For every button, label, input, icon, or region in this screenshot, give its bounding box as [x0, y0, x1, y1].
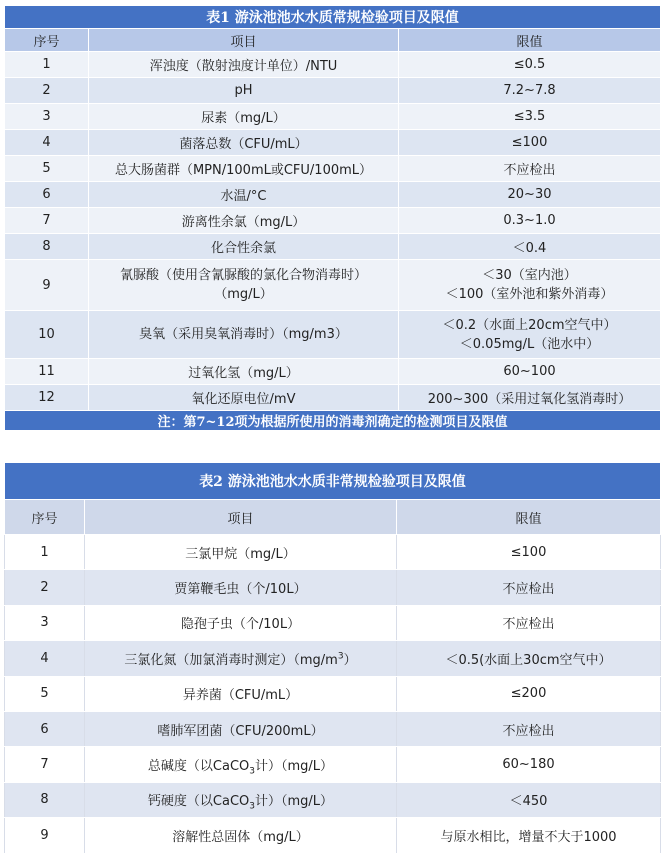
superscript: 3 — [337, 651, 344, 662]
row-number: 3 — [5, 104, 89, 130]
table-row — [5, 605, 661, 640]
row-limit-line2: ＜0.05mg/L（池水中） — [459, 336, 600, 352]
row-number: 9 — [5, 818, 85, 853]
table1-header-limit: 限值 — [399, 29, 661, 52]
row-number: 11 — [5, 359, 89, 385]
water-quality-routine-table — [4, 5, 661, 431]
table-row — [5, 641, 661, 676]
water-quality-nonroutine-table — [4, 462, 661, 854]
row-item: 异养菌（CFU/mL） — [85, 676, 397, 711]
table2-header-limit: 限值 — [397, 500, 661, 535]
row-number: 6 — [5, 711, 85, 746]
row-item: 三氯甲烷（mg/L） — [85, 535, 397, 570]
row-number: 8 — [5, 234, 89, 260]
subscript: 3 — [249, 766, 256, 777]
table-row — [5, 818, 661, 853]
row-item — [85, 641, 397, 676]
row-number: 5 — [5, 156, 89, 182]
row-limit: ≤100 — [397, 535, 661, 570]
table-row — [5, 260, 661, 311]
row-item: 总大肠菌群（MPN/100mL或CFU/100mL） — [89, 156, 399, 182]
row-number: 1 — [5, 52, 89, 78]
row-item-tail: 计）（mg/L） — [255, 759, 334, 775]
row-limit: ≤3.5 — [399, 104, 661, 130]
row-item-text: 总碱度（以CaCO — [147, 759, 250, 775]
row-item-tail: ） — [343, 652, 357, 668]
row-item: 嗜肺军团菌（CFU/200mL） — [85, 711, 397, 746]
row-number: 12 — [5, 385, 89, 411]
table-row — [5, 156, 661, 182]
row-number: 10 — [5, 311, 89, 359]
row-item — [85, 782, 397, 817]
row-limit: 200~300（采用过氧化氢消毒时） — [399, 385, 661, 411]
table-row — [5, 234, 661, 260]
row-number: 6 — [5, 182, 89, 208]
table-row — [5, 311, 661, 359]
row-item: 贾第鞭毛虫（个/10L） — [85, 570, 397, 605]
row-item: 水温/°C — [89, 182, 399, 208]
row-number: 9 — [5, 260, 89, 311]
table1-note: 注：第7~12项为根据所使用的消毒剂确定的检测项目及限值 — [5, 411, 661, 431]
table-row — [5, 385, 661, 411]
table-row — [5, 676, 661, 711]
row-number: 7 — [5, 208, 89, 234]
row-number: 3 — [5, 605, 85, 640]
row-limit-line1: ＜0.2（水面上20cm空气中） — [442, 317, 617, 333]
row-item: 尿素（mg/L） — [89, 104, 399, 130]
row-number: 5 — [5, 676, 85, 711]
table-row — [5, 104, 661, 130]
row-limit: 20~30 — [399, 182, 661, 208]
row-item: 氧化还原电位/mV — [89, 385, 399, 411]
table1-header-item: 项目 — [89, 29, 399, 52]
row-item-tail: 计）（mg/L） — [255, 794, 334, 810]
row-limit-line1: ＜30（室内池） — [482, 268, 577, 283]
table-row — [5, 711, 661, 746]
row-item: 浑浊度（散射浊度计单位）/NTU — [89, 52, 399, 78]
row-number: 4 — [5, 130, 89, 156]
row-item-line1: 氰脲酸（使用含氰脲酸的氯化合物消毒时） — [119, 268, 367, 283]
row-item — [85, 747, 397, 782]
row-limit — [399, 260, 661, 311]
row-limit-line2: ＜100（室外池和紫外消毒） — [445, 287, 614, 302]
row-limit: ≤200 — [397, 676, 661, 711]
row-item: 溶解性总固体（mg/L） — [85, 818, 397, 853]
table-row — [5, 782, 661, 817]
row-limit: 不应检出 — [397, 711, 661, 746]
row-item: pH — [89, 78, 399, 104]
table-row — [5, 359, 661, 385]
table-row — [5, 130, 661, 156]
row-number: 2 — [5, 570, 85, 605]
row-item: 隐孢子虫（个/10L） — [85, 605, 397, 640]
table2-header-no: 序号 — [5, 500, 85, 535]
row-item: 化合性余氯 — [89, 234, 399, 260]
row-item: 游离性余氯（mg/L） — [89, 208, 399, 234]
table-row — [5, 570, 661, 605]
row-item: 菌落总数（CFU/mL） — [89, 130, 399, 156]
subscript: 3 — [249, 802, 256, 813]
row-item: 臭氧（采用臭氧消毒时）（mg/m3） — [89, 311, 399, 359]
row-item-text: 钙硬度（以CaCO — [147, 794, 250, 810]
table-row — [5, 182, 661, 208]
table-row — [5, 208, 661, 234]
row-limit: 60~180 — [397, 747, 661, 782]
row-limit: 7.2~7.8 — [399, 78, 661, 104]
row-limit: 不应检出 — [397, 605, 661, 640]
row-limit: 不应检出 — [397, 570, 661, 605]
row-limit: ＜450 — [397, 782, 661, 817]
table1-title: 表1 游泳池池水水质常规检验项目及限值 — [5, 6, 661, 29]
row-item-line2: （mg/L） — [214, 287, 273, 302]
row-limit: ≤100 — [399, 130, 661, 156]
row-limit: 与原水相比，增量不大于1000 — [397, 818, 661, 853]
row-limit: 60~100 — [399, 359, 661, 385]
row-limit: ≤0.5 — [399, 52, 661, 78]
row-limit: 不应检出 — [399, 156, 661, 182]
row-item — [89, 260, 399, 311]
row-item-text: 三氯化氮（加氯消毒时测定）（mg/m — [124, 652, 338, 668]
row-number: 8 — [5, 782, 85, 817]
row-number: 2 — [5, 78, 89, 104]
table1-header-no: 序号 — [5, 29, 89, 52]
table-row — [5, 78, 661, 104]
row-limit: 0.3~1.0 — [399, 208, 661, 234]
row-limit: ＜0.5(水面上30cm空气中） — [397, 641, 661, 676]
table2-title: 表2 游泳池池水水质非常规检验项目及限值 — [5, 463, 661, 500]
table2-header-item: 项目 — [85, 500, 397, 535]
row-limit: ＜0.4 — [399, 234, 661, 260]
row-number: 7 — [5, 747, 85, 782]
table-row — [5, 747, 661, 782]
row-number: 1 — [5, 535, 85, 570]
table-row — [5, 535, 661, 570]
row-limit — [399, 311, 661, 359]
row-number: 4 — [5, 641, 85, 676]
table-row — [5, 52, 661, 78]
row-item: 过氧化氢（mg/L） — [89, 359, 399, 385]
